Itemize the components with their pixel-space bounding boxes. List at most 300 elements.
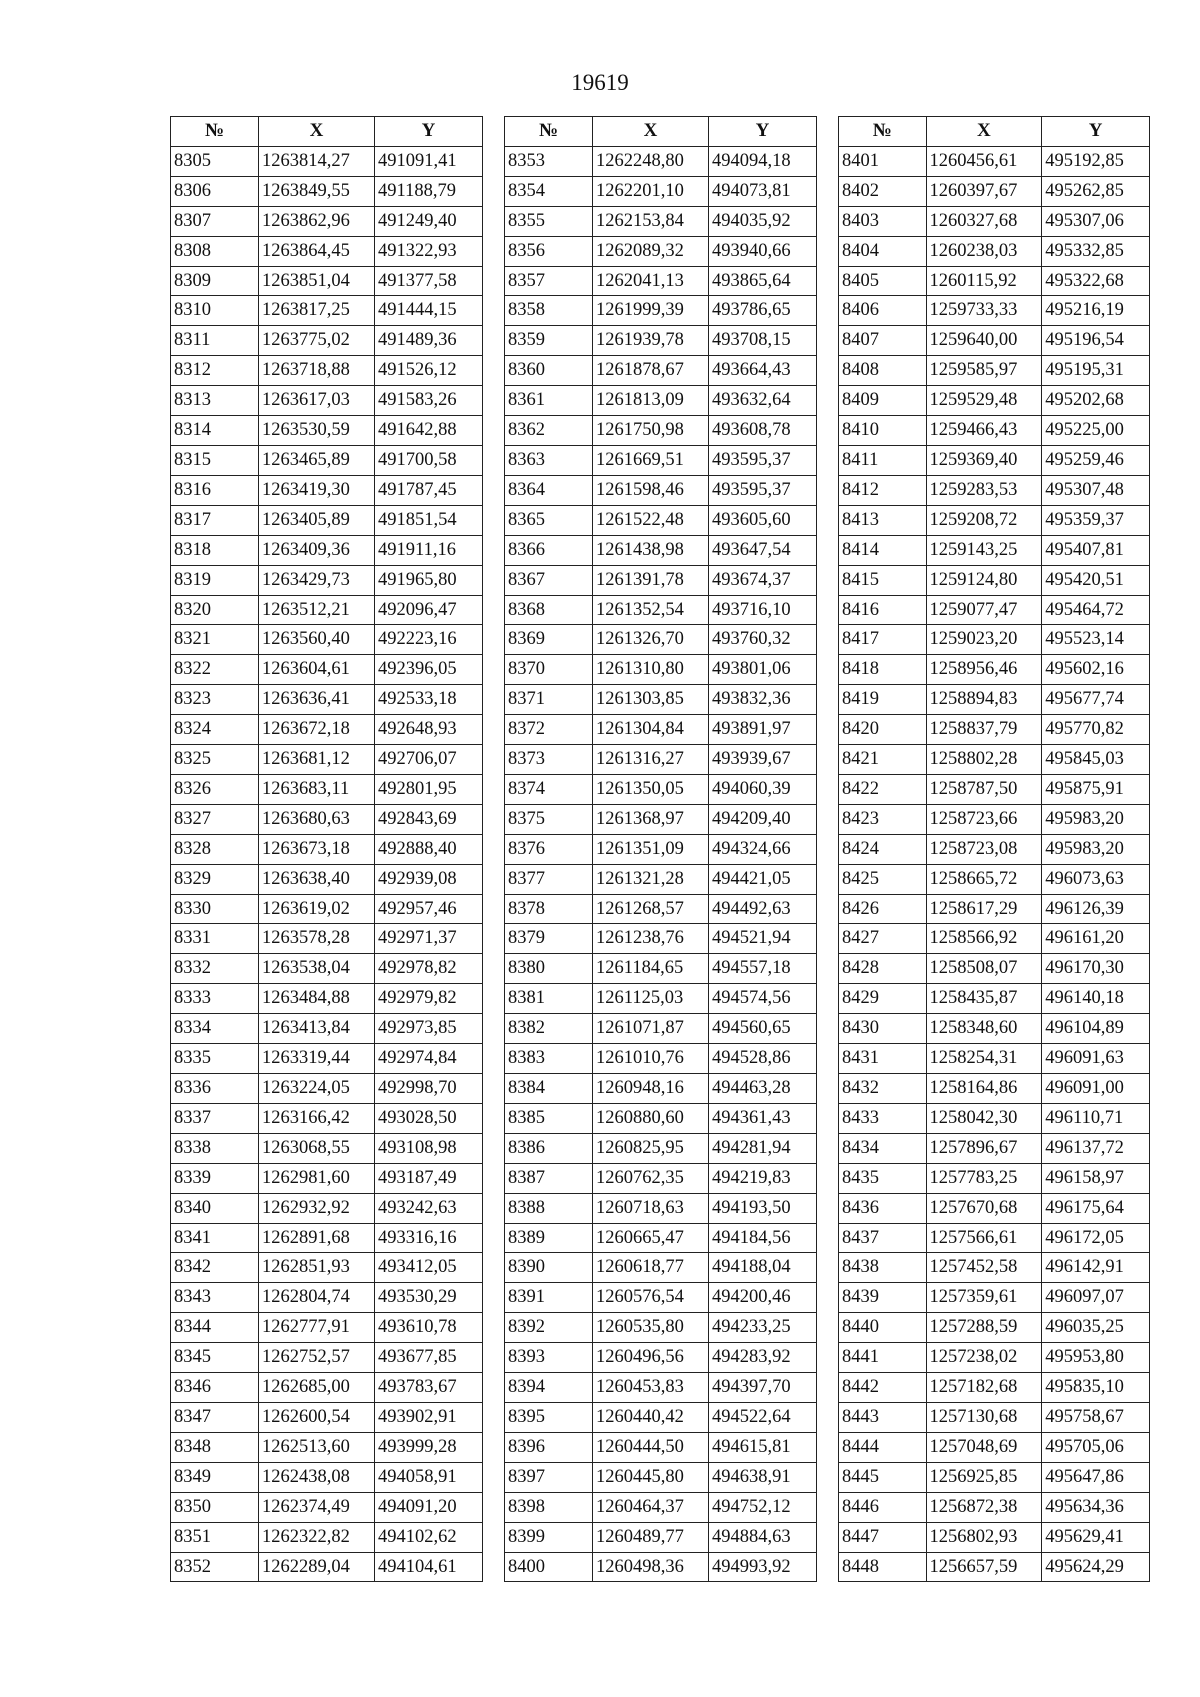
table-row <box>839 774 1150 804</box>
x-coordinate: 1259733,33 <box>926 296 1042 326</box>
point-number: 8346 <box>171 1373 259 1403</box>
point-number: 8374 <box>505 774 593 804</box>
y-coordinate: 496142,91 <box>1042 1253 1150 1283</box>
table-row <box>171 1074 483 1104</box>
point-number: 8330 <box>171 894 259 924</box>
y-coordinate: 494219,83 <box>709 1163 817 1193</box>
table-row <box>171 1193 483 1223</box>
y-coordinate: 494073,81 <box>709 176 817 206</box>
x-coordinate: 1258802,28 <box>926 745 1042 775</box>
y-coordinate: 492706,07 <box>375 745 483 775</box>
x-coordinate: 1263638,40 <box>259 864 375 894</box>
y-coordinate: 493605,60 <box>709 505 817 535</box>
table-row <box>839 685 1150 715</box>
x-coordinate: 1259208,72 <box>926 505 1042 535</box>
point-number: 8326 <box>171 774 259 804</box>
x-coordinate: 1260489,77 <box>593 1522 709 1552</box>
table-row <box>839 176 1150 206</box>
y-coordinate: 495835,10 <box>1042 1373 1150 1403</box>
x-coordinate: 1260618,77 <box>593 1253 709 1283</box>
table-row <box>839 1163 1150 1193</box>
point-number: 8398 <box>505 1492 593 1522</box>
y-coordinate: 492939,08 <box>375 864 483 894</box>
point-number: 8322 <box>171 655 259 685</box>
table-row <box>171 416 483 446</box>
table-row <box>839 745 1150 775</box>
y-coordinate: 493832,36 <box>709 685 817 715</box>
point-number: 8414 <box>839 535 927 565</box>
x-coordinate: 1260496,56 <box>593 1343 709 1373</box>
table-row <box>171 1014 483 1044</box>
table-row <box>505 565 817 595</box>
x-coordinate: 1260453,83 <box>593 1373 709 1403</box>
y-coordinate: 492998,70 <box>375 1074 483 1104</box>
x-coordinate: 1260880,60 <box>593 1103 709 1133</box>
x-coordinate: 1259124,80 <box>926 565 1042 595</box>
x-coordinate: 1261238,76 <box>593 924 709 954</box>
point-number: 8342 <box>171 1253 259 1283</box>
table-row <box>505 356 817 386</box>
x-coordinate: 1258837,79 <box>926 715 1042 745</box>
y-coordinate: 495216,19 <box>1042 296 1150 326</box>
x-coordinate: 1263617,03 <box>259 386 375 416</box>
point-number: 8371 <box>505 685 593 715</box>
x-coordinate: 1261598,46 <box>593 475 709 505</box>
y-coordinate: 495202,68 <box>1042 386 1150 416</box>
y-coordinate: 494361,43 <box>709 1103 817 1133</box>
table-row <box>505 445 817 475</box>
table-row <box>839 1432 1150 1462</box>
table-row <box>171 1133 483 1163</box>
y-coordinate: 495359,37 <box>1042 505 1150 535</box>
y-coordinate: 493610,78 <box>375 1313 483 1343</box>
table-row <box>505 774 817 804</box>
header-x: X <box>926 117 1042 147</box>
point-number: 8359 <box>505 326 593 356</box>
y-coordinate: 493999,28 <box>375 1432 483 1462</box>
point-number: 8406 <box>839 296 927 326</box>
point-number: 8394 <box>505 1373 593 1403</box>
table-row <box>839 416 1150 446</box>
point-number: 8324 <box>171 715 259 745</box>
point-number: 8405 <box>839 266 927 296</box>
x-coordinate: 1261391,78 <box>593 565 709 595</box>
y-coordinate: 495262,85 <box>1042 176 1150 206</box>
y-coordinate: 491851,54 <box>375 505 483 535</box>
x-coordinate: 1263484,88 <box>259 984 375 1014</box>
x-coordinate: 1260498,36 <box>593 1552 709 1582</box>
point-number: 8328 <box>171 834 259 864</box>
header-y: Y <box>375 117 483 147</box>
y-coordinate: 496161,20 <box>1042 924 1150 954</box>
table-row <box>839 1522 1150 1552</box>
x-coordinate: 1263683,11 <box>259 774 375 804</box>
table-row <box>505 416 817 446</box>
x-coordinate: 1262438,08 <box>259 1462 375 1492</box>
y-coordinate: 494528,86 <box>709 1044 817 1074</box>
point-number: 8318 <box>171 535 259 565</box>
point-number: 8387 <box>505 1163 593 1193</box>
table-row <box>839 1103 1150 1133</box>
table-row <box>839 804 1150 834</box>
y-coordinate: 493891,97 <box>709 715 817 745</box>
table-row <box>839 625 1150 655</box>
y-coordinate: 492974,84 <box>375 1044 483 1074</box>
y-coordinate: 493760,32 <box>709 625 817 655</box>
point-number: 8442 <box>839 1373 927 1403</box>
point-number: 8336 <box>171 1074 259 1104</box>
x-coordinate: 1261352,54 <box>593 595 709 625</box>
table-row <box>171 894 483 924</box>
x-coordinate: 1261522,48 <box>593 505 709 535</box>
table-row <box>505 1253 817 1283</box>
table-row <box>505 595 817 625</box>
table-row <box>505 1313 817 1343</box>
y-coordinate: 494200,46 <box>709 1283 817 1313</box>
y-coordinate: 493902,91 <box>375 1402 483 1432</box>
x-coordinate: 1258042,30 <box>926 1103 1042 1133</box>
y-coordinate: 494209,40 <box>709 804 817 834</box>
x-coordinate: 1258617,29 <box>926 894 1042 924</box>
y-coordinate: 493412,05 <box>375 1253 483 1283</box>
x-coordinate: 1258787,50 <box>926 774 1042 804</box>
x-coordinate: 1257130,68 <box>926 1402 1042 1432</box>
header-y: Y <box>709 117 817 147</box>
y-coordinate: 496035,25 <box>1042 1313 1150 1343</box>
x-coordinate: 1257238,02 <box>926 1343 1042 1373</box>
point-number: 8313 <box>171 386 259 416</box>
table-row <box>505 146 817 176</box>
x-coordinate: 1263319,44 <box>259 1044 375 1074</box>
x-coordinate: 1262685,00 <box>259 1373 375 1403</box>
x-coordinate: 1260665,47 <box>593 1223 709 1253</box>
point-number: 8419 <box>839 685 927 715</box>
y-coordinate: 491526,12 <box>375 356 483 386</box>
point-number: 8385 <box>505 1103 593 1133</box>
table-row <box>171 625 483 655</box>
y-coordinate: 494233,25 <box>709 1313 817 1343</box>
x-coordinate: 1261303,85 <box>593 685 709 715</box>
x-coordinate: 1263419,30 <box>259 475 375 505</box>
header-num: № <box>839 117 927 147</box>
y-coordinate: 492223,16 <box>375 625 483 655</box>
point-number: 8404 <box>839 236 927 266</box>
table-row <box>505 176 817 206</box>
table-row <box>171 206 483 236</box>
table-row <box>839 984 1150 1014</box>
point-number: 8339 <box>171 1163 259 1193</box>
x-coordinate: 1260948,16 <box>593 1074 709 1104</box>
y-coordinate: 492533,18 <box>375 685 483 715</box>
x-coordinate: 1262289,04 <box>259 1552 375 1582</box>
table-row <box>839 834 1150 864</box>
point-number: 8418 <box>839 655 927 685</box>
table-row <box>505 1133 817 1163</box>
y-coordinate: 494091,20 <box>375 1492 483 1522</box>
y-coordinate: 496140,18 <box>1042 984 1150 1014</box>
x-coordinate: 1261316,27 <box>593 745 709 775</box>
point-number: 8396 <box>505 1432 593 1462</box>
y-coordinate: 496091,63 <box>1042 1044 1150 1074</box>
point-number: 8415 <box>839 565 927 595</box>
point-number: 8345 <box>171 1343 259 1373</box>
y-coordinate: 494463,28 <box>709 1074 817 1104</box>
x-coordinate: 1262981,60 <box>259 1163 375 1193</box>
x-coordinate: 1263619,02 <box>259 894 375 924</box>
table-row <box>839 1462 1150 1492</box>
table-row <box>839 1283 1150 1313</box>
table-row <box>839 445 1150 475</box>
y-coordinate: 493801,06 <box>709 655 817 685</box>
point-number: 8399 <box>505 1522 593 1552</box>
x-coordinate: 1263413,84 <box>259 1014 375 1044</box>
point-number: 8423 <box>839 804 927 834</box>
x-coordinate: 1256872,38 <box>926 1492 1042 1522</box>
table-row <box>505 266 817 296</box>
point-number: 8445 <box>839 1462 927 1492</box>
point-number: 8335 <box>171 1044 259 1074</box>
y-coordinate: 491911,16 <box>375 535 483 565</box>
table-row <box>171 804 483 834</box>
x-coordinate: 1259640,00 <box>926 326 1042 356</box>
y-coordinate: 494421,05 <box>709 864 817 894</box>
point-number: 8392 <box>505 1313 593 1343</box>
x-coordinate: 1260115,92 <box>926 266 1042 296</box>
point-number: 8308 <box>171 236 259 266</box>
point-number: 8372 <box>505 715 593 745</box>
point-number: 8430 <box>839 1014 927 1044</box>
point-number: 8361 <box>505 386 593 416</box>
table-row <box>171 774 483 804</box>
point-number: 8317 <box>171 505 259 535</box>
x-coordinate: 1260440,42 <box>593 1402 709 1432</box>
point-number: 8341 <box>171 1223 259 1253</box>
x-coordinate: 1260535,80 <box>593 1313 709 1343</box>
y-coordinate: 495983,20 <box>1042 804 1150 834</box>
x-coordinate: 1263680,63 <box>259 804 375 834</box>
x-coordinate: 1258723,66 <box>926 804 1042 834</box>
x-coordinate: 1263673,18 <box>259 834 375 864</box>
y-coordinate: 493783,67 <box>375 1373 483 1403</box>
x-coordinate: 1261368,97 <box>593 804 709 834</box>
point-number: 8410 <box>839 416 927 446</box>
table-row <box>505 236 817 266</box>
point-number: 8447 <box>839 1522 927 1552</box>
x-coordinate: 1261939,78 <box>593 326 709 356</box>
x-coordinate: 1261310,80 <box>593 655 709 685</box>
point-number: 8363 <box>505 445 593 475</box>
y-coordinate: 491642,88 <box>375 416 483 446</box>
y-coordinate: 496110,71 <box>1042 1103 1150 1133</box>
table-row <box>505 894 817 924</box>
point-number: 8407 <box>839 326 927 356</box>
x-coordinate: 1258894,83 <box>926 685 1042 715</box>
table-row <box>505 1283 817 1313</box>
y-coordinate: 494574,56 <box>709 984 817 1014</box>
x-coordinate: 1258508,07 <box>926 954 1042 984</box>
table-row <box>171 445 483 475</box>
table-row <box>839 864 1150 894</box>
x-coordinate: 1259466,43 <box>926 416 1042 446</box>
y-coordinate: 494521,94 <box>709 924 817 954</box>
table-row <box>171 1223 483 1253</box>
table-row <box>171 326 483 356</box>
x-coordinate: 1263068,55 <box>259 1133 375 1163</box>
point-number: 8305 <box>171 146 259 176</box>
table-row <box>171 924 483 954</box>
header-x: X <box>259 117 375 147</box>
x-coordinate: 1262153,84 <box>593 206 709 236</box>
table-row <box>171 356 483 386</box>
x-coordinate: 1262248,80 <box>593 146 709 176</box>
table-row <box>839 356 1150 386</box>
point-number: 8397 <box>505 1462 593 1492</box>
point-number: 8378 <box>505 894 593 924</box>
y-coordinate: 494102,62 <box>375 1522 483 1552</box>
x-coordinate: 1263512,21 <box>259 595 375 625</box>
table-row <box>171 1253 483 1283</box>
y-coordinate: 495307,48 <box>1042 475 1150 505</box>
table-row <box>839 1014 1150 1044</box>
table-row <box>839 1044 1150 1074</box>
x-coordinate: 1261184,65 <box>593 954 709 984</box>
y-coordinate: 493608,78 <box>709 416 817 446</box>
table-row <box>839 715 1150 745</box>
point-number: 8391 <box>505 1283 593 1313</box>
coordinates-table-2 <box>504 116 817 1582</box>
y-coordinate: 495875,91 <box>1042 774 1150 804</box>
y-coordinate: 494104,61 <box>375 1552 483 1582</box>
y-coordinate: 492888,40 <box>375 834 483 864</box>
x-coordinate: 1262804,74 <box>259 1283 375 1313</box>
table-row <box>171 1163 483 1193</box>
y-coordinate: 494752,12 <box>709 1492 817 1522</box>
x-coordinate: 1257896,67 <box>926 1133 1042 1163</box>
x-coordinate: 1258435,87 <box>926 984 1042 1014</box>
y-coordinate: 492973,85 <box>375 1014 483 1044</box>
table-row <box>505 1402 817 1432</box>
point-number: 8351 <box>171 1522 259 1552</box>
y-coordinate: 493716,10 <box>709 595 817 625</box>
coordinates-table-1 <box>170 116 483 1582</box>
table-row <box>505 296 817 326</box>
x-coordinate: 1260327,68 <box>926 206 1042 236</box>
y-coordinate: 493865,64 <box>709 266 817 296</box>
y-coordinate: 493939,67 <box>709 745 817 775</box>
x-coordinate: 1263224,05 <box>259 1074 375 1104</box>
y-coordinate: 492801,95 <box>375 774 483 804</box>
x-coordinate: 1258254,31 <box>926 1044 1042 1074</box>
y-coordinate: 494283,92 <box>709 1343 817 1373</box>
point-number: 8320 <box>171 595 259 625</box>
x-coordinate: 1261813,09 <box>593 386 709 416</box>
point-number: 8373 <box>505 745 593 775</box>
point-number: 8310 <box>171 296 259 326</box>
point-number: 8316 <box>171 475 259 505</box>
table-row <box>171 475 483 505</box>
x-coordinate: 1261326,70 <box>593 625 709 655</box>
y-coordinate: 493595,37 <box>709 475 817 505</box>
x-coordinate: 1261750,98 <box>593 416 709 446</box>
y-coordinate: 494397,70 <box>709 1373 817 1403</box>
table-row <box>171 1283 483 1313</box>
table-row <box>171 595 483 625</box>
x-coordinate: 1263560,40 <box>259 625 375 655</box>
table-row <box>505 386 817 416</box>
y-coordinate: 492978,82 <box>375 954 483 984</box>
x-coordinate: 1263864,45 <box>259 236 375 266</box>
x-coordinate: 1257288,59 <box>926 1313 1042 1343</box>
y-coordinate: 493316,16 <box>375 1223 483 1253</box>
x-coordinate: 1261304,84 <box>593 715 709 745</box>
point-number: 8347 <box>171 1402 259 1432</box>
table-row <box>839 894 1150 924</box>
table-row <box>171 386 483 416</box>
point-number: 8408 <box>839 356 927 386</box>
point-number: 8367 <box>505 565 593 595</box>
x-coordinate: 1261351,09 <box>593 834 709 864</box>
point-number: 8338 <box>171 1133 259 1163</box>
y-coordinate: 495464,72 <box>1042 595 1150 625</box>
y-coordinate: 496170,30 <box>1042 954 1150 984</box>
point-number: 8309 <box>171 266 259 296</box>
point-number: 8421 <box>839 745 927 775</box>
y-coordinate: 494035,92 <box>709 206 817 236</box>
y-coordinate: 495602,16 <box>1042 655 1150 685</box>
table-row <box>839 1193 1150 1223</box>
x-coordinate: 1263672,18 <box>259 715 375 745</box>
x-coordinate: 1257452,58 <box>926 1253 1042 1283</box>
x-coordinate: 1259585,97 <box>926 356 1042 386</box>
point-number: 8344 <box>171 1313 259 1343</box>
table-row <box>839 266 1150 296</box>
point-number: 8438 <box>839 1253 927 1283</box>
x-coordinate: 1261438,98 <box>593 535 709 565</box>
table-row <box>839 386 1150 416</box>
point-number: 8428 <box>839 954 927 984</box>
x-coordinate: 1259529,48 <box>926 386 1042 416</box>
table-row <box>505 505 817 535</box>
x-coordinate: 1261878,67 <box>593 356 709 386</box>
x-coordinate: 1263775,02 <box>259 326 375 356</box>
y-coordinate: 491091,41 <box>375 146 483 176</box>
point-number: 8448 <box>839 1552 927 1582</box>
table-header-row <box>171 117 483 147</box>
x-coordinate: 1262513,60 <box>259 1432 375 1462</box>
table-row <box>839 1343 1150 1373</box>
table-row <box>171 1103 483 1133</box>
table-row <box>505 655 817 685</box>
y-coordinate: 494615,81 <box>709 1432 817 1462</box>
table-row <box>505 924 817 954</box>
x-coordinate: 1260718,63 <box>593 1193 709 1223</box>
table-row <box>505 1552 817 1582</box>
y-coordinate: 495705,06 <box>1042 1432 1150 1462</box>
table-row <box>171 146 483 176</box>
table-row <box>171 505 483 535</box>
x-coordinate: 1262891,68 <box>259 1223 375 1253</box>
x-coordinate: 1262089,32 <box>593 236 709 266</box>
y-coordinate: 491188,79 <box>375 176 483 206</box>
point-number: 8441 <box>839 1343 927 1373</box>
point-number: 8376 <box>505 834 593 864</box>
table-row <box>839 954 1150 984</box>
x-coordinate: 1260762,35 <box>593 1163 709 1193</box>
point-number: 8332 <box>171 954 259 984</box>
point-number: 8325 <box>171 745 259 775</box>
table-row <box>505 1014 817 1044</box>
y-coordinate: 495196,54 <box>1042 326 1150 356</box>
